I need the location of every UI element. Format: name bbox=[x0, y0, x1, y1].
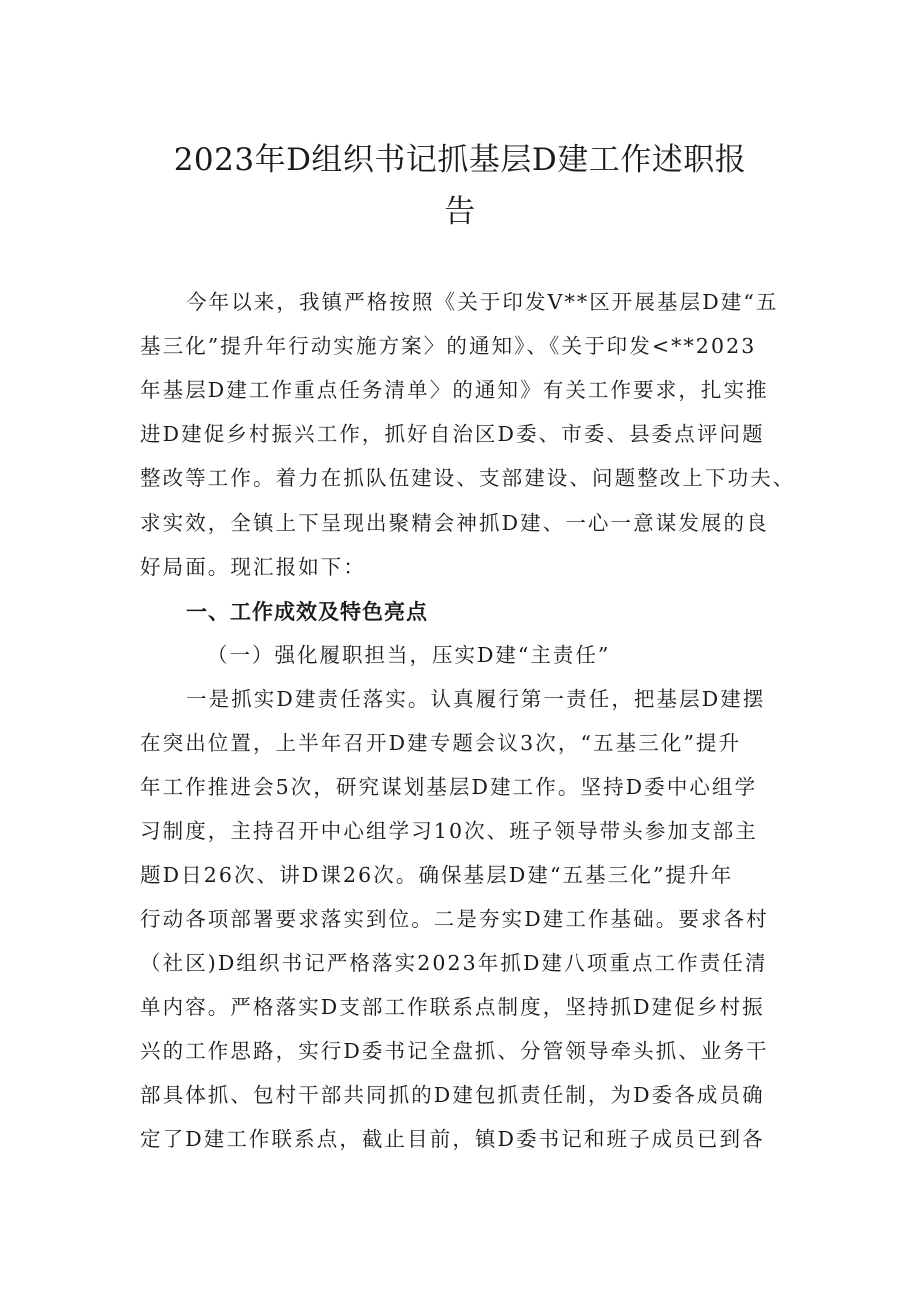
body-line: 年工作推进会5次，研究谋划基层D建工作。坚持D委中心组学 bbox=[140, 775, 758, 799]
body-line: 习制度，主持召开中心组学习10次、班子领导带头参加支部主 bbox=[140, 819, 758, 843]
section-heading: 一、工作成效及特色亮点 bbox=[186, 600, 428, 624]
intro-line: 好局面。现汇报如下： bbox=[140, 555, 366, 579]
body-line: 部具体抓、包村干部共同抓的D建包抓责任制，为D委各成员确 bbox=[140, 1083, 765, 1107]
body-line: 单内容。严格落实D支部工作联系点制度，坚持抓D建促乡村振 bbox=[140, 995, 765, 1019]
subsection-heading: （一）强化履职担当，压实D建“主责任” bbox=[207, 643, 611, 667]
intro-line: 整改等工作。着力在抓队伍建设、支部建设、问题整改上下功夫、 bbox=[140, 466, 796, 490]
body-line: 定了D建工作联系点，截止目前，镇D委书记和班子成员已到各 bbox=[140, 1127, 765, 1151]
doc-title-line-1: 2023年D组织书记抓基层D建工作述职报 bbox=[173, 142, 747, 178]
intro-line: 基三化”提升年行动实施方案〉的通知》、《关于印发<**2023 bbox=[140, 334, 757, 358]
intro-line: 进D建促乡村振兴工作，抓好自治区D委、市委、县委点评问题 bbox=[140, 422, 765, 446]
intro-line: 今年以来，我镇严格按照《关于印发V**区开展基层D建“五 bbox=[186, 290, 779, 314]
body-line: 一是抓实D建责任落实。认真履行第一责任，把基层D建摆 bbox=[186, 687, 766, 711]
body-line: 行动各项部署要求落实到位。二是夯实D建工作基础。要求各村 bbox=[140, 907, 769, 931]
body-line: 题D日26次、讲D课26次。确保基层D建“五基三化”提升年 bbox=[140, 863, 734, 887]
intro-line: 求实效，全镇上下呈现出聚精会神抓D建、一心一意谋发展的良 bbox=[140, 511, 769, 535]
intro-line: 年基层D建工作重点任务清单〉的通知》有关工作要求，扎实推 bbox=[140, 378, 769, 402]
body-line: 兴的工作思路，实行D委书记全盘抓、分管领导牵头抓、业务干 bbox=[140, 1039, 769, 1063]
body-line: （社区)D组织书记严格落实2023年抓D建八项重点工作责任清 bbox=[140, 951, 768, 975]
doc-title-line-2: 告 bbox=[444, 194, 476, 230]
body-line: 在突出位置，上半年召开D建专题会议3次，“五基三化”提升 bbox=[140, 731, 742, 755]
